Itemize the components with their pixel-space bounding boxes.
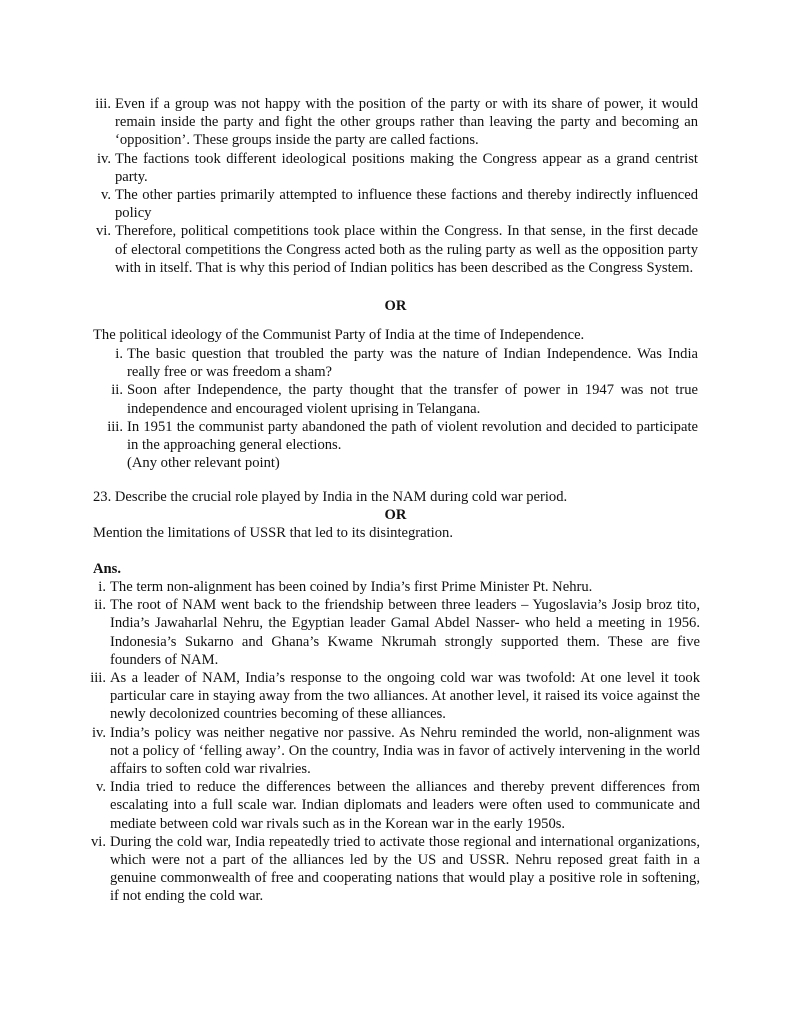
item-number: ii. (94, 597, 106, 614)
answer-list (90, 578, 700, 906)
or-divider: OR (384, 298, 407, 314)
item-number: vi. (91, 833, 106, 850)
item-number: iii. (107, 418, 123, 435)
item-text: Even if a group was not happy with the position of the party or with its share of power, it would remain inside the party and fight the other groups rather than leaving the party and becoming an ‘opposition’. These groups inside the party are called factions. (115, 96, 698, 149)
question-23: 23. Describe the crucial role played by India in the NAM during cold war period. (93, 489, 568, 505)
item-text: The term non-alignment has been coined by India’s first Prime Minister Pt. Nehru. (110, 579, 593, 595)
list-item (98, 578, 700, 596)
item-number: i. (115, 346, 123, 362)
item-number: iv. (91, 724, 106, 741)
congress-system-list (95, 95, 698, 277)
item-text: The factions took different ideological positions making the Congress appear as a grand centrist party. (115, 150, 698, 185)
answer-label: Ans. (93, 561, 121, 577)
communist-party-list (107, 345, 698, 472)
list-item (96, 222, 698, 277)
item-text: The other parties primarily attempted to influence these factions and thereby indirectly influenced policy (115, 187, 698, 222)
section-intro: The political ideology of the Communist Party of India at the time of Independence. (93, 327, 585, 343)
or-divider: OR (384, 507, 407, 523)
item-text: As a leader of NAM, India’s response to the ongoing cold war was twofold: At one level it took particular care in staying away from the two alliances. At another level, it raised its voice against the newly decolonized countries becoming of these alliances. (110, 670, 700, 723)
list-item (101, 186, 698, 222)
list-item (90, 669, 700, 724)
item-text: Soon after Independence, the party thought that the transfer of power in 1947 was not true independence and encouraged violent uprising in Telangana. (127, 382, 698, 417)
item-text: India tried to reduce the differences between the alliances and thereby prevent differences from escalating into a full scale war. Indian diplomats and leaders were often used to communicate and mediate between cold war rivals such as in the Korean war in the early 1950s. (110, 779, 700, 832)
list-item (91, 833, 700, 906)
list-item (95, 95, 698, 150)
list-item (94, 596, 700, 669)
item-number: vi. (96, 223, 111, 240)
item-text: India’s policy was neither negative nor passive. As Nehru reminded the world, non-alignment was not a policy of ‘felling away’. On the country, India was in favor of actively intervening in the world affairs to soften cold war rivalries. (110, 724, 700, 778)
list-item (96, 778, 700, 833)
item-number: iii. (90, 670, 106, 687)
note (127, 454, 698, 472)
item-number: v. (96, 779, 106, 796)
item-text: In 1951 the communist party abandoned the path of violent revolution and decided to participate in the approaching general elections. (127, 418, 698, 454)
item-text: During the cold war, India repeatedly tried to activate those regional and international organizations, which were not a part of the alliances led by the US and USSR. Nehru reposed great faith in a genuine commonwealth of free and cooperating nations that would play a positive role in softening, if not ending the cold war. (110, 833, 700, 905)
question-alternative: Mention the limitations of USSR that led to its disintegration. (93, 525, 453, 541)
list-item (96, 150, 698, 186)
list-item (107, 418, 698, 454)
item-number: iv. (96, 150, 111, 167)
item-number: i. (98, 579, 106, 595)
item-text: The basic question that troubled the party was the nature of Indian Independence. Was India really free or was freedom a sham? (127, 346, 698, 381)
list-item (115, 345, 698, 381)
list-item (91, 724, 700, 779)
item-number: ii. (111, 382, 123, 399)
item-number: iii. (95, 96, 111, 112)
item-text: Therefore, political competitions took place within the Congress. In that sense, in the first decade of electoral competitions the Congress acted both as the ruling party as well as the opposition party with in itself. That is why this period of Indian politics has been described as the Congress System. (115, 223, 698, 276)
list-item (111, 381, 698, 417)
item-text: The root of NAM went back to the friendship between three leaders – Yugoslavia’s Josip broz tito, India’s Jawaharlal Nehru, the Egyptian leader Gamal Abdel Nasser- who held a meeting in 1956. Indonesia’s Sukarno and Ghana’s Kwame Nkrumah strongly supported them. These are five founders of NAM. (110, 597, 700, 668)
note-text: (Any other relevant point) (127, 455, 280, 472)
item-number: v. (101, 187, 111, 204)
